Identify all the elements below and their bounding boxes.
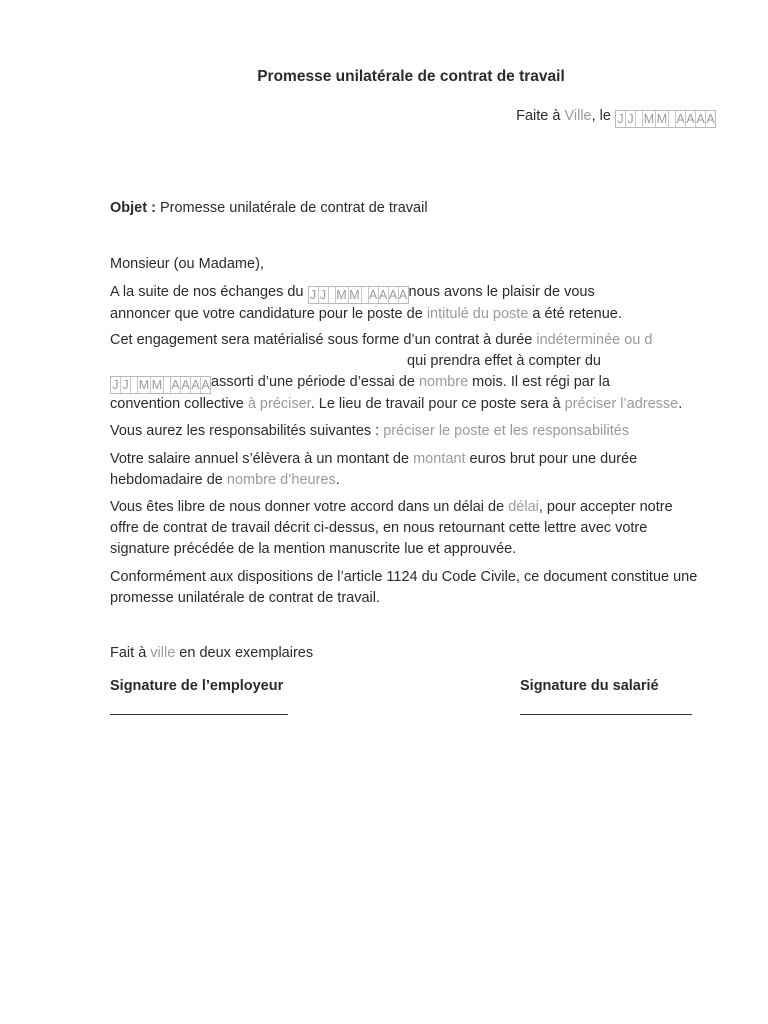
- duree-placeholder[interactable]: indéterminée ou d: [536, 332, 653, 348]
- paragraph-responsabilites: Vous aurez les responsabilités suivantes : préciser le poste et les responsabilités: [110, 423, 630, 439]
- date-field-effet[interactable]: J J M M A A A A: [110, 376, 211, 394]
- adresse-placeholder[interactable]: préciser l’adresse: [564, 396, 679, 412]
- ville-placeholder[interactable]: Ville: [564, 108, 592, 124]
- le-text: , le: [591, 108, 611, 124]
- paragraph-salaire: Votre salaire annuel s’élèvera à un montant de montant euros brut pour une durée hebdomadaire de nombre d’heures.: [110, 451, 638, 488]
- poste-placeholder[interactable]: intitulé du poste: [426, 306, 529, 322]
- paragraph-accord: Vous êtes libre de nous donner votre accord dans un délai de délai, pour accepter notre offre de contrat de travail décrit ci-dessus, en nous retournant cette lettre avec votre signature précédée de la mention manuscrite lue et approuvée.: [110, 499, 673, 557]
- signature-employeur-line[interactable]: [110, 714, 288, 715]
- ville-placeholder-2[interactable]: ville: [150, 645, 176, 661]
- objet-label: Objet :: [110, 200, 156, 216]
- paragraph-echanges: A la suite de nos échanges du J J M M A A A A nous avons le plaisir de vous annoncer que votre candidature pour le poste de intitulé du poste a été retenue.: [110, 284, 622, 322]
- date-field-echanges[interactable]: J J M M A A A A: [308, 286, 409, 304]
- salutation: Monsieur (ou Madame),: [110, 256, 264, 272]
- date-field[interactable]: J J M M A A A A: [615, 110, 716, 128]
- montant-placeholder[interactable]: montant: [413, 451, 466, 467]
- delai-placeholder[interactable]: délai: [508, 499, 539, 515]
- faite-a-text: Faite à: [516, 108, 565, 124]
- objet-line: [110, 198, 720, 219]
- signature-salarie-line[interactable]: [520, 714, 692, 715]
- signature-salarie-label: Signature du salarié: [520, 678, 659, 694]
- heures-placeholder[interactable]: nombre d’heures: [226, 472, 336, 488]
- signature-employeur-label: Signature de l’employeur: [110, 678, 284, 694]
- paragraph-article: Conformément aux dispositions de l’article 1124 du Code Civile, ce document constitue une promesse unilatérale de contrat de travail.: [110, 569, 698, 606]
- objet-text: Promesse unilatérale de contrat de travail: [155, 200, 428, 216]
- nombre-placeholder[interactable]: nombre: [418, 374, 469, 390]
- fait-a-line: Fait à ville en deux exemplaires: [110, 645, 314, 661]
- place-date-line: [516, 108, 716, 128]
- convention-placeholder[interactable]: à préciser: [247, 396, 311, 412]
- responsabilites-placeholder[interactable]: préciser le poste et les responsabilités: [383, 423, 630, 439]
- paragraph-engagement: Cet engagement sera matérialisé sous forme d’un contrat à durée indéterminée ou d qui prendra effet à compter du J J M M A A A A assorti d’une période d’essai de nombre mois. Il est régi par la convention collective à préciser. Le lieu de travail pour ce poste sera à préciser l’adresse.: [110, 332, 683, 412]
- document-title: Promesse unilatérale de contrat de travail: [257, 68, 565, 85]
